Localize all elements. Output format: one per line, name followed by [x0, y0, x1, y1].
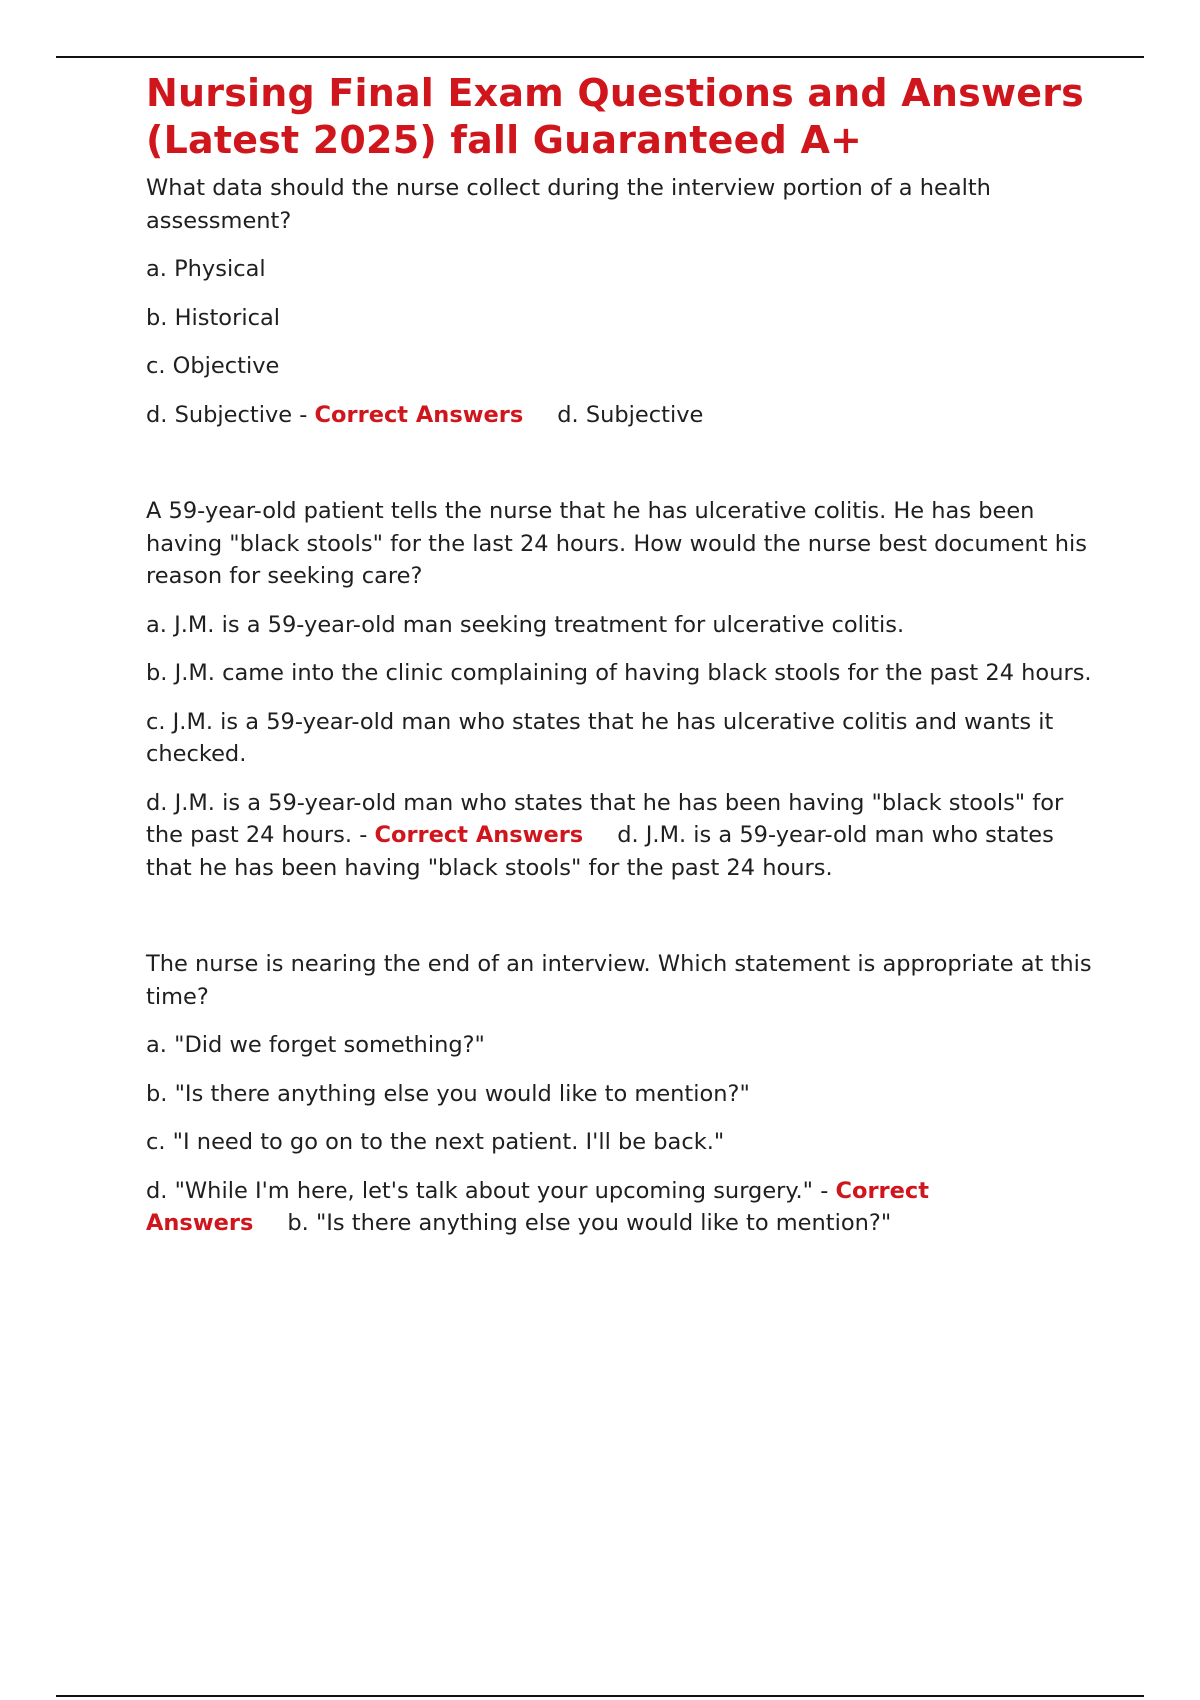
question-stem: What data should the nurse collect during the interview portion of a health assessment? — [146, 175, 991, 234]
question-block — [146, 948, 1096, 1240]
bottom-rule — [56, 1695, 1144, 1697]
question-stem: The nurse is nearing the end of an interview. Which statement is appropriate at this time? — [146, 951, 1092, 1010]
answer-option: b. J.M. came into the clinic complaining of having black stools for the past 24 hours. — [146, 660, 1092, 686]
correct-answers-label: Correct Answers — [374, 822, 584, 848]
question-block — [146, 495, 1096, 884]
question-stem: A 59-year-old patient tells the nurse that he has ulcerative colitis. He has been having "black stools" for the last 24 hours. How would the nurse best document his reason for seeking care? — [146, 498, 1087, 589]
correct-answers-label: Correct Answers — [146, 1177, 929, 1236]
correct-answer-value: d. J.M. is a 59-year-old man who states that he has been having "black stools" for the past 24 hours. — [146, 822, 1054, 881]
option-text: d. J.M. is a 59-year-old man who states that he has been having "black stools" for the past 24 hours. — [146, 789, 1064, 848]
answer-option: c. "I need to go on to the next patient. I'll be back." — [146, 1129, 725, 1155]
answer-option: c. J.M. is a 59-year-old man who states that he has ulcerative colitis and wants it checked. — [146, 708, 1054, 767]
answer-option: c. Objective — [146, 353, 280, 379]
top-rule — [56, 56, 1144, 58]
option-text: d. "While I'm here, let's talk about your upcoming surgery." — [146, 1177, 814, 1204]
answer-option: a. "Did we forget something?" — [146, 1032, 485, 1058]
document-body — [146, 70, 1096, 1256]
answer-option: b. Historical — [146, 304, 280, 331]
correct-answer-value: d. Subjective — [557, 401, 704, 428]
question-block — [146, 172, 1096, 431]
answer-option-last: d. "While I'm here, let's talk about your upcoming surgery." - Correct Answers b. "Is there anything else you would like to mention?" — [146, 1177, 929, 1236]
answer-option: a. Physical — [146, 256, 266, 282]
correct-answer-value: b. "Is there anything else you would like to mention?" — [287, 1210, 892, 1236]
answer-option-last: d. J.M. is a 59-year-old man who states that he has been having "black stools" for the past 24 hours. - Correct Answers d. J.M. is a 59-year-old man who states that he has been having "black stools" for the past 24 hours. — [146, 789, 1064, 881]
answer-option: b. "Is there anything else you would like to mention?" — [146, 1080, 750, 1107]
answer-option: a. J.M. is a 59-year-old man seeking treatment for ulcerative colitis. — [146, 611, 905, 638]
document-title: Nursing Final Exam Questions and Answers (Latest 2025) fall Guaranteed A+ — [146, 71, 1084, 162]
option-text: d. Subjective — [146, 401, 293, 428]
answer-option-last: d. Subjective - Correct Answers d. Subjective — [146, 401, 704, 428]
correct-answers-label: Correct Answers — [314, 401, 524, 428]
